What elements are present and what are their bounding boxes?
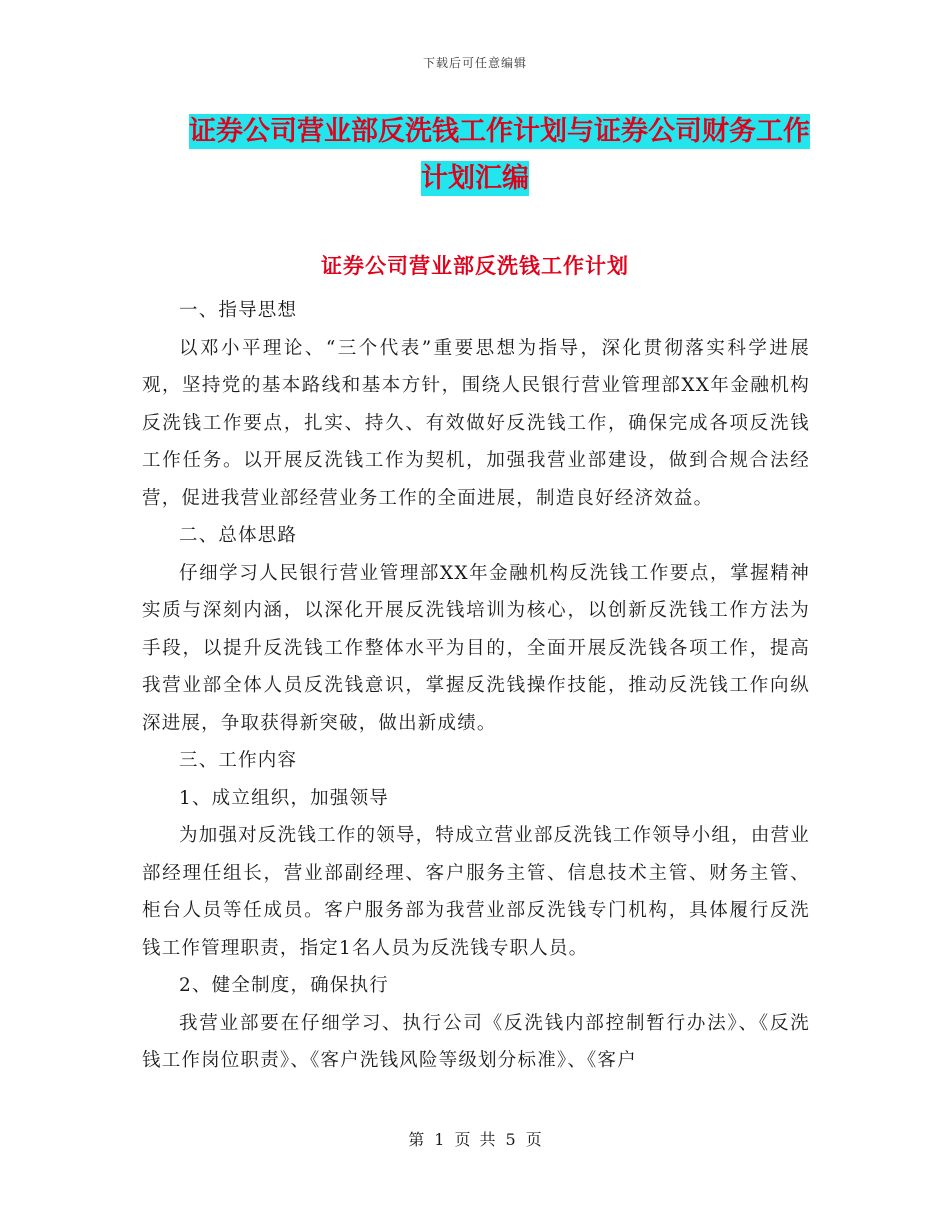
- paragraph-guiding-ideology: 以邓小平理论、“三个代表”重要思想为指导，深化贯彻落实科学进展观，坚持党的基本路线和基本方针，围绕人民银行营业管理部XX年金融机构反洗钱工作要点，扎实、持久、有效做好反洗钱工作，确保完成各项反洗钱工作任务。以开展反洗钱工作为契机，加强我营业部建设，做到合规合法经营，促进我营业部经营业务工作的全面进展，制造良好经济效益。: [142, 337, 810, 509]
- paragraph-system: 我营业部要在仔细学习、执行公司《反洗钱内部控制暂行办法》、《反洗钱工作岗位职责》、《客户洗钱风险等级划分标准》、《客户: [142, 1012, 810, 1071]
- document-title-line-1: 证券公司营业部反洗钱工作计划与证券公司财务工作: [189, 116, 810, 147]
- current-page-number: 1: [434, 1130, 445, 1149]
- section-title: 证券公司营业部反洗钱工作计划: [321, 254, 629, 278]
- document-title: [140, 108, 810, 202]
- paragraph-overall-approach: 仔细学习人民银行营业管理部XX年金融机构反洗钱工作要点，掌握精神实质与深刻内涵，以深化开展反洗钱培训为核心，以创新反洗钱工作方法为手段，以提升反洗钱工作整体水平为目的，全面开展反洗钱各项工作，提高我营业部全体人员反洗钱意识，掌握反洗钱操作技能，推动反洗钱工作向纵深进展，争取获得新突破，做出新成绩。: [142, 562, 810, 734]
- paragraph-organization: 为加强对反洗钱工作的领导，特成立营业部反洗钱工作领导小组，由营业部经理任组长，营业部副经理、客户服务主管、信息技术主管、财务主管、柜台人员等任成员。客户服务部为我营业部反洗钱专门机构，具体履行反洗钱工作管理职责，指定1名人员为反洗钱专职人员。: [142, 825, 810, 959]
- heading-guiding-ideology: 一、指导思想: [179, 300, 298, 321]
- document-body: [142, 292, 810, 1080]
- subheading-system: 2、健全制度，确保执行: [179, 975, 389, 996]
- total-page-number: 5: [505, 1130, 516, 1149]
- heading-overall-approach: 二、总体思路: [179, 525, 298, 546]
- subheading-organization: 1、成立组织，加强领导: [179, 787, 389, 809]
- document-title-line-2: 计划汇编: [421, 163, 529, 194]
- heading-work-content: 三、工作内容: [179, 750, 298, 771]
- page-number-footer: 第 1 页 共 5 页: [408, 1130, 542, 1149]
- header-note: 下载后可任意编辑: [422, 56, 527, 70]
